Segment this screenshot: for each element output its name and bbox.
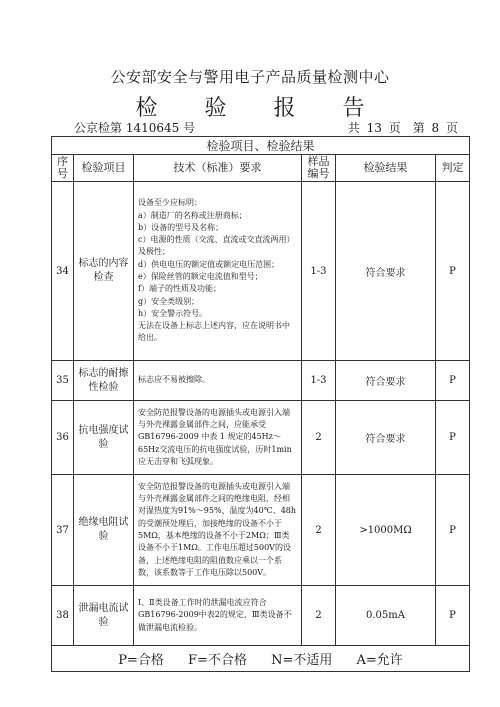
requirement-text: Ⅰ、Ⅱ类设备工作时的泄漏电流应符合GB16796-2009中表2的规定，Ⅲ类设备不做泄漏电流检验。 xyxy=(134,586,302,646)
requirement-line: a）制造厂的名称或注册商标； xyxy=(138,210,247,220)
table-row xyxy=(52,182,470,361)
sample-number: 2 xyxy=(302,586,336,646)
requirement-line: c）电源的性质（交流、直流或交直流两用）及极性； xyxy=(138,235,295,257)
verdict: P xyxy=(436,182,470,361)
test-item: 绝缘电阻试验 xyxy=(74,475,134,586)
column-header-row xyxy=(52,155,470,182)
col-header-verdict: 判定 xyxy=(436,155,470,182)
requirement-text: 标志应不易被擦除。 xyxy=(134,361,302,401)
requirement-line: g）安全类级别； xyxy=(138,296,200,306)
requirement-line: 设备至少应标明： xyxy=(138,198,202,208)
organization-name: 公安部安全与警用电子产品质量检测中心 xyxy=(110,68,390,86)
row-number: 37 xyxy=(52,475,74,586)
legend-not-applicable: N=不适用 xyxy=(271,653,333,668)
row-number: 35 xyxy=(52,361,74,401)
sample-number: 1-3 xyxy=(302,182,336,361)
legend-allowed: A=允许 xyxy=(356,653,403,668)
test-result: >1000MΩ xyxy=(336,475,436,586)
row-number: 38 xyxy=(52,586,74,646)
requirement-line: b）设备的型号及名称； xyxy=(138,222,224,232)
legend-pass: P=合格 xyxy=(118,653,164,668)
table-row xyxy=(52,475,470,586)
requirement-line: f）端子的性质及功能； xyxy=(138,284,221,294)
test-result: 符合要求 xyxy=(336,401,436,475)
page-indicator: 共 13 页 第 8 页 xyxy=(347,121,458,135)
col-header-result: 检验结果 xyxy=(336,155,436,182)
test-result: 符合要求 xyxy=(336,182,436,361)
test-item: 泄漏电流试验 xyxy=(74,586,134,646)
table-row xyxy=(52,361,470,401)
col-header-item: 检验项目 xyxy=(74,155,134,182)
requirement-text: 安全防范报警设备的电源插头或电源引入端与外壳裸露金属部件之间，应能承受 GB16796-2009 中表 1 规定的45Hz～65Hz交流电压的抗电强度试验，历时1min应无击穿和飞弧现象。 xyxy=(134,401,302,475)
table-row xyxy=(52,401,470,475)
requirement-line: h）安全警示符号。 xyxy=(138,308,208,318)
requirement-line: e）保险丝管的额定电流值和型号； xyxy=(138,272,263,281)
requirement-text xyxy=(134,182,302,361)
legend-row xyxy=(52,646,470,672)
report-number: 公京检第 1410645 号 xyxy=(74,121,196,135)
test-item: 标志的内容检查 xyxy=(74,182,134,361)
verdict: P xyxy=(436,586,470,646)
verdict: P xyxy=(436,361,470,401)
inspection-results-table xyxy=(51,136,470,672)
requirement-line: 无法在设备上标志上述内容，应在说明书中给出。 xyxy=(138,321,290,343)
row-number: 34 xyxy=(52,182,74,361)
col-header-no: 序号 xyxy=(52,155,74,182)
test-item: 抗电强度试验 xyxy=(74,401,134,475)
section-title: 检验项目、检验结果 xyxy=(52,137,470,155)
test-item: 标志的耐擦性检验 xyxy=(74,361,134,401)
table-row xyxy=(52,586,470,646)
row-number: 36 xyxy=(52,401,74,475)
verdict: P xyxy=(436,475,470,586)
sample-number: 1-3 xyxy=(302,361,336,401)
col-header-requirement: 技术（标准）要求 xyxy=(134,155,302,182)
sample-number: 2 xyxy=(302,401,336,475)
sample-number: 2 xyxy=(302,475,336,586)
verdict: P xyxy=(436,401,470,475)
test-result: 0.05mA xyxy=(336,586,436,646)
test-result: 符合要求 xyxy=(336,361,436,401)
requirement-line: d）供电电压的额定值或额定电压范围； xyxy=(138,259,280,269)
col-header-sample: 样品编号 xyxy=(302,155,336,182)
document-title: 检 验 报 告 xyxy=(135,96,385,121)
requirement-text: 安全防范报警设备的电源插头或电源引入端与外壳裸露金属部件之间的绝缘电阻，经相对湿热度为91%～95%、温度为40℃、48h的受潮预处理后，加接绝缘的设备不小于5MΩ，基本绝缘的设备不小于2MΩ；Ⅲ类设备不小于1MΩ。工作电压超过500V的设备，上述绝缘电阻的阻值数应乘以一个系数，该系数等于工作电压除以500V。 xyxy=(134,475,302,586)
verdict-legend xyxy=(52,646,470,672)
legend-fail: F=不合格 xyxy=(188,653,247,668)
